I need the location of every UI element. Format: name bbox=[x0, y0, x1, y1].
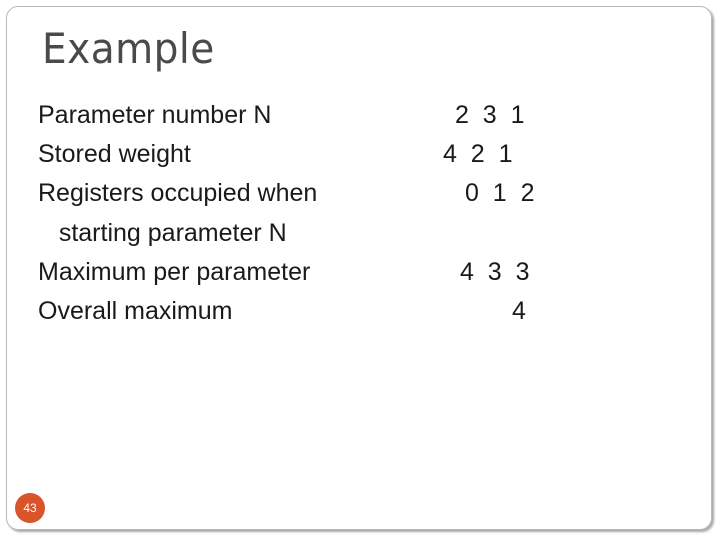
row-value-maximum-per-parameter: 4 3 3 bbox=[460, 258, 530, 286]
row-value-stored-weight: 4 2 1 bbox=[443, 140, 513, 168]
row-label-overall-maximum: Overall maximum bbox=[38, 297, 233, 325]
slide-number-badge: 43 bbox=[15, 493, 45, 523]
row-label-starting-parameter: starting parameter N bbox=[38, 219, 287, 247]
row-label-parameter-number: Parameter number N bbox=[38, 101, 272, 129]
row-value-overall-maximum: 4 bbox=[512, 297, 526, 325]
row-label-stored-weight: Stored weight bbox=[38, 140, 191, 168]
row-value-parameter-number: 2 3 1 bbox=[455, 101, 525, 129]
row-value-registers-occupied: 0 1 2 bbox=[465, 179, 535, 207]
row-label-maximum-per-parameter: Maximum per parameter bbox=[38, 258, 311, 286]
slide-title: Example bbox=[42, 24, 215, 73]
row-label-registers-occupied: Registers occupied when bbox=[38, 179, 318, 207]
